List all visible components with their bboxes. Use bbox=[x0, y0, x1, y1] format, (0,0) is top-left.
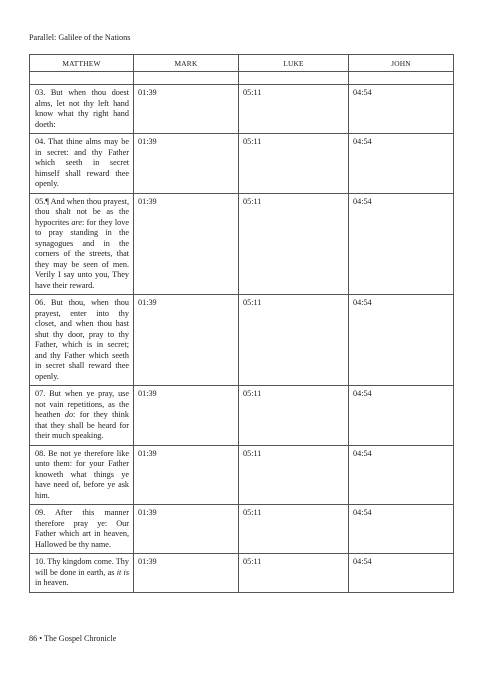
table-row bbox=[30, 505, 454, 554]
mark-ref: 01:39 bbox=[134, 445, 239, 505]
john-ref: 04:54 bbox=[349, 85, 454, 134]
verse-italic-part: do bbox=[64, 410, 74, 419]
table-row bbox=[30, 386, 454, 446]
john-ref: 04:54 bbox=[349, 134, 454, 194]
verse-text: 03. But when thou doest alms, let not thy left hand know what thy right hand doeth: bbox=[30, 85, 134, 134]
luke-ref: 05:11 bbox=[239, 295, 349, 386]
column-header-john: JOHN bbox=[349, 55, 454, 72]
mark-ref: 01:39 bbox=[134, 505, 239, 554]
john-ref: 04:54 bbox=[349, 386, 454, 446]
table-row bbox=[30, 85, 454, 134]
luke-ref: 05:11 bbox=[239, 445, 349, 505]
mark-ref: 01:39 bbox=[134, 386, 239, 446]
luke-ref: 05:11 bbox=[239, 554, 349, 593]
verse-text: 06. But thou, when thou prayest, enter into thy closet, and when thou hast shut thy door, pray to thy Father, which is in secret; and thy Father which seeth in secret shall reward thee openly. bbox=[30, 295, 134, 386]
verse-italic-part: are bbox=[71, 217, 83, 227]
luke-ref: 05:11 bbox=[239, 386, 349, 446]
verse-text-part: : for they love to pray standing in the synagogues and in the corners of the streets, that they may be seen of men. Verily I say unto you, They have their reward. bbox=[35, 217, 129, 290]
luke-ref: 05:11 bbox=[239, 193, 349, 295]
luke-ref: 05:11 bbox=[239, 505, 349, 554]
table-row bbox=[30, 134, 454, 194]
verse-text bbox=[30, 386, 134, 446]
verse-text-part: : for they think that they shall be heard for their much speaking. bbox=[35, 410, 129, 440]
john-ref: 04:54 bbox=[349, 193, 454, 295]
mark-ref: 01:39 bbox=[134, 193, 239, 295]
verse-text: 08. Be not ye therefore like unto them: for your Father knoweth what things ye have need of, before ye ask him. bbox=[30, 445, 134, 505]
verse-text: 09. After this manner therefore pray ye: Our Father which art in heaven, Hallowed be thy name. bbox=[30, 505, 134, 554]
mark-ref: 01:39 bbox=[134, 85, 239, 134]
verse-text-part: 05.¶ And when thou prayest, thou shalt not be as the hypocrites bbox=[35, 196, 129, 227]
page-footer: 86 • The Gospel Chronicle bbox=[29, 634, 117, 643]
john-ref: 04:54 bbox=[349, 554, 454, 593]
mark-ref: 01:39 bbox=[134, 554, 239, 593]
john-ref: 04:54 bbox=[349, 505, 454, 554]
column-header-mark: MARK bbox=[134, 55, 239, 72]
john-ref: 04:54 bbox=[349, 295, 454, 386]
table-row bbox=[30, 554, 454, 593]
john-ref: 04:54 bbox=[349, 445, 454, 505]
verse-text-part: in heaven. bbox=[35, 578, 69, 587]
luke-ref: 05:11 bbox=[239, 85, 349, 134]
verse-text-part: 10. Thy kingdom come. Thy will be done in earth, as bbox=[35, 557, 129, 577]
parallel-table bbox=[29, 54, 454, 593]
verse-text-part: 07. But when ye pray, use not vain repetitions, as the heathen bbox=[35, 389, 129, 419]
table-header-row bbox=[30, 55, 454, 72]
column-header-luke: LUKE bbox=[239, 55, 349, 72]
verse-text: 04. That thine alms may be in secret: and thy Father which seeth in secret himself shall reward thee openly. bbox=[30, 134, 134, 194]
verse-text bbox=[30, 554, 134, 593]
page-title: Parallel: Galilee of the Nations bbox=[29, 33, 131, 42]
table-row bbox=[30, 445, 454, 505]
mark-ref: 01:39 bbox=[134, 295, 239, 386]
column-header-matthew: MATTHEW bbox=[30, 55, 134, 72]
table-row bbox=[30, 295, 454, 386]
luke-ref: 05:11 bbox=[239, 134, 349, 194]
spacer-row bbox=[30, 72, 454, 85]
mark-ref: 01:39 bbox=[134, 134, 239, 194]
verse-text bbox=[30, 193, 134, 295]
table-row bbox=[30, 193, 454, 295]
verse-italic-part: it is bbox=[116, 567, 129, 577]
